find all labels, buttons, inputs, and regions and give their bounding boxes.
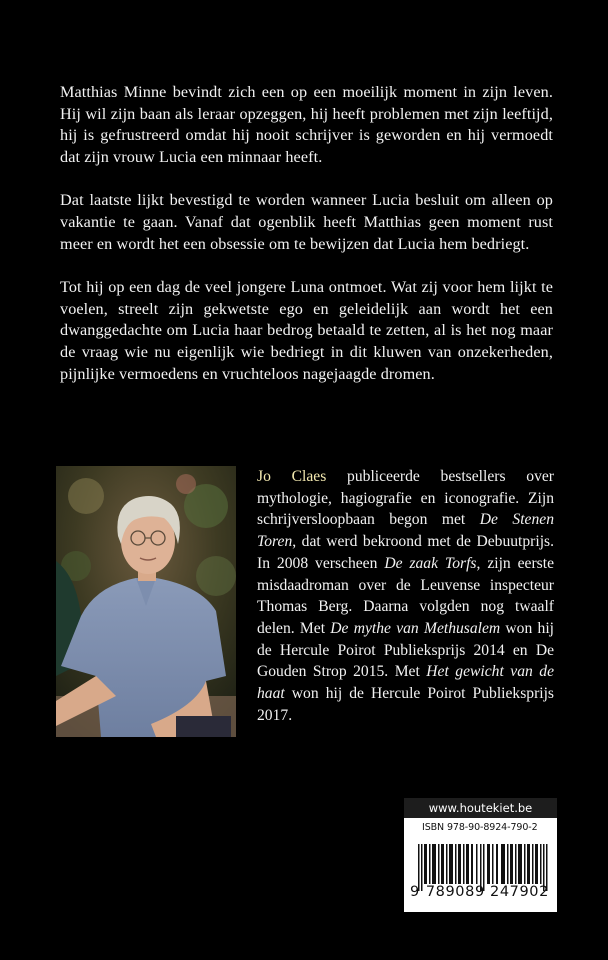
blurb-paragraph: Tot hij op een dag de veel jongere Luna ontmoet. Wat zij voor hem lijkt te voelen, streelt zijn gekwetste ego en geleidelijk aan wordt het een dwanggedachte om Lucia haar bedrog betaald te zetten, al is het nog maar de vraag wie nu eigenlijk wie bedriegt in dit kluwen van onzekerheden, pijnlijke vermoedens en vruchteloos nagejaagde dromen.: [60, 278, 553, 383]
ean-first-digit: 9: [410, 884, 420, 900]
bio-text: won hij de Hercule Poirot Publieksprijs 2014 en De Gouden Strop 2015. Met: [257, 619, 554, 681]
bio-text: , dat werd bekroond met de Debuutprijs. In 2008 verscheen: [257, 533, 554, 572]
book-title: De Stenen Toren: [257, 511, 554, 551]
bio-text: won hij de Hercule Poirot Publieksprijs 2017.: [257, 685, 554, 724]
author-photo: [56, 466, 236, 737]
blurb-paragraph: Matthias Minne bevindt zich een op een moeilijk moment in zijn leven. Hij wil zijn baan als leraar opzeggen, hij heeft problemen met zijn leeftijd, hij is gefrustreerd omdat hij nooit schrijver is geworden en hij vermoedt dat zijn vrouw Lucia een minnaar heeft.: [60, 83, 553, 166]
author-bio: [257, 466, 554, 726]
book-title: Het gewicht van de haat: [257, 663, 554, 703]
author-name: Jo Claes: [257, 468, 327, 485]
book-title: De zaak Torfs: [384, 554, 477, 572]
ean-digits: 789089 247902: [425, 884, 549, 900]
blurb-paragraph: Dat laatste lijkt bevestigd te worden wanneer Lucia besluit om alleen op vakantie te gaan. Vanaf dat ogenblik heeft Matthias geen moment rust meer en wordt het een obsessie om te bewijzen dat Lucia hem bedriegt.: [60, 191, 553, 253]
barcode-label: [404, 798, 557, 912]
bio-text: , zijn eerste misdaadroman over de Leuvense inspecteur Thomas Berg. Daarna volgden nog twaalf delen. Met: [257, 554, 554, 637]
isbn-label: ISBN 978-90-8924-790-2: [422, 822, 538, 833]
book-title: De mythe van Methusalem: [330, 619, 501, 637]
bio-text: publiceerde bestsellers over mythologie, hagiografie en iconografie. Zijn schrijversloopbaan begon met: [257, 468, 554, 529]
publisher-website: www.houtekiet.be: [404, 798, 557, 818]
ean-number: [410, 884, 550, 900]
blurb-text: [60, 82, 553, 407]
